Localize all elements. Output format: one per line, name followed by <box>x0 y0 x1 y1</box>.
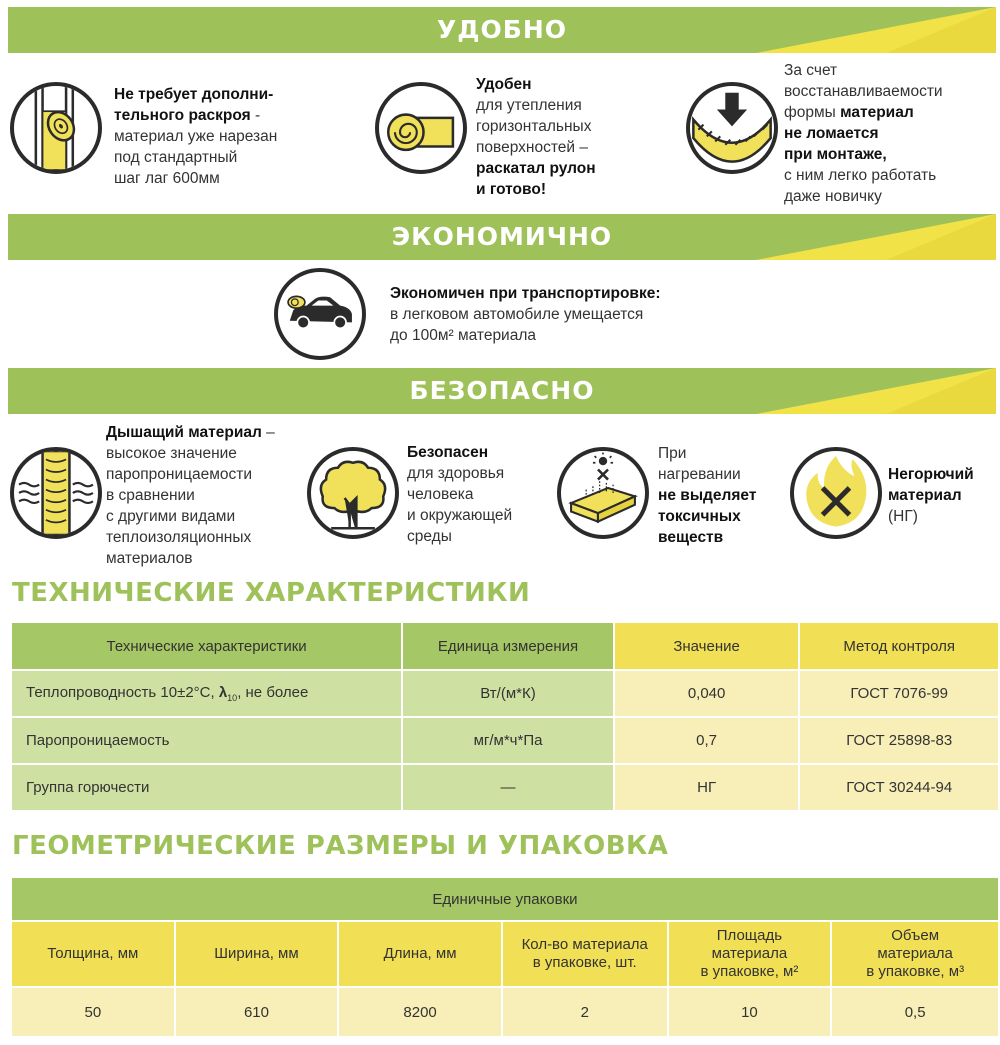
table-row <box>11 987 999 1037</box>
section-title-udobno: УДОБНО <box>436 15 568 44</box>
geom-header-row <box>11 921 999 987</box>
non-flammable-icon <box>790 447 882 539</box>
geom-header-cell: Объем материала в упаковке, м³ <box>831 921 999 987</box>
section-band-udobno <box>8 7 996 53</box>
table-row <box>11 764 999 811</box>
geom-header-cell: Кол-во материала в упаковке, шт. <box>502 921 668 987</box>
tech-cell-method: ГОСТ 30244-94 <box>799 764 999 811</box>
tech-cell-method: ГОСТ 7076-99 <box>799 670 999 717</box>
feature-text-transport: Экономичен при транспортировке: в легковом автомобиле умещается до 100м² материала <box>390 285 661 344</box>
tree-icon <box>307 447 399 539</box>
feature-text-non-toxic: При нагревании не выделяет токсичных веществ <box>658 445 757 546</box>
section-title-bezopasno: БЕЗОПАСНО <box>409 376 595 405</box>
geom-value-cell: 2 <box>502 987 668 1037</box>
breathing-wall-icon <box>10 447 102 539</box>
tech-header-method: Метод контроля <box>799 622 999 670</box>
tech-cell-value: 0,040 <box>614 670 800 717</box>
geom-header-cell: Площадь материала в упаковке, м² <box>668 921 832 987</box>
geom-group-header: Единичные упаковки <box>11 877 999 921</box>
geom-value-cell: 610 <box>175 987 339 1037</box>
feature-text-safe: Безопасен для здоровья человека и окружающей среды <box>407 444 513 545</box>
tech-section-title: ТЕХНИЧЕСКИЕ ХАРАКТЕРИСТИКИ <box>12 578 531 608</box>
geom-value-cell: 10 <box>668 987 832 1037</box>
tech-header-characteristic: Технические характеристики <box>11 622 402 670</box>
section-band-bezopasno <box>8 368 996 414</box>
section-title-ekonomichno: ЭКОНОМИЧНО <box>391 222 613 251</box>
geom-header-cell: Длина, мм <box>338 921 502 987</box>
feature-text-breathing: Дышащий материал – высокое значение паропроницаемости в сравнении с другими видами теплоизоляционных материалов <box>106 424 275 567</box>
tech-cell-name: Теплопроводность 10±2°C, $\lambda_{10}$, не более <box>11 670 402 717</box>
tech-table <box>10 621 1000 812</box>
tech-cell-unit: мг/м*ч*Па <box>402 717 614 764</box>
pressed-material-arrow-icon <box>686 82 778 174</box>
feature-text-horizontal: Удобен для утепления горизонтальных поверхностей – раскатал рулон и готово! <box>476 76 596 198</box>
tech-header-unit: Единица измерения <box>402 622 614 670</box>
geom-value-cell: 0,5 <box>831 987 999 1037</box>
feature-text-no-cutting: Не требует дополни- тельного раскроя - материал уже нарезан под стандартный шаг лаг 600мм <box>114 86 278 187</box>
feature-text-shape-recovery: За счет восстанавливаемости формы материал не ломается при монтаже, с ним легко работать даже новичку <box>784 62 943 205</box>
section-band-ekonomichno <box>8 214 996 260</box>
tech-cell-unit: — <box>402 764 614 811</box>
tech-cell-method: ГОСТ 25898-83 <box>799 717 999 764</box>
table-row <box>11 717 999 764</box>
tech-cell-value: 0,7 <box>614 717 800 764</box>
geom-group-header-row <box>11 877 999 921</box>
geom-table <box>10 876 1000 1038</box>
geom-header-cell: Толщина, мм <box>11 921 175 987</box>
tech-table-header-row <box>11 622 999 670</box>
tech-cell-value: НГ <box>614 764 800 811</box>
geom-section-title: ГЕОМЕТРИЧЕСКИЕ РАЗМЕРЫ И УПАКОВКА <box>12 831 669 861</box>
table-row <box>11 670 999 717</box>
rolled-insulation-between-joists-icon <box>10 82 102 174</box>
insulation-roll-icon <box>375 82 467 174</box>
car-with-roll-icon <box>274 268 366 360</box>
geom-value-cell: 50 <box>11 987 175 1037</box>
geom-header-cell: Ширина, мм <box>175 921 339 987</box>
feature-text-non-flammable: Негорючий материал (НГ) <box>888 466 974 525</box>
tech-header-value: Значение <box>614 622 800 670</box>
geom-value-cell: 8200 <box>338 987 502 1037</box>
tech-cell-name: Паропроницаемость <box>11 717 402 764</box>
heated-slab-no-toxins-icon <box>557 447 649 539</box>
tech-cell-name: Группа горючести <box>11 764 402 811</box>
tech-cell-unit: Вт/(м*К) <box>402 670 614 717</box>
